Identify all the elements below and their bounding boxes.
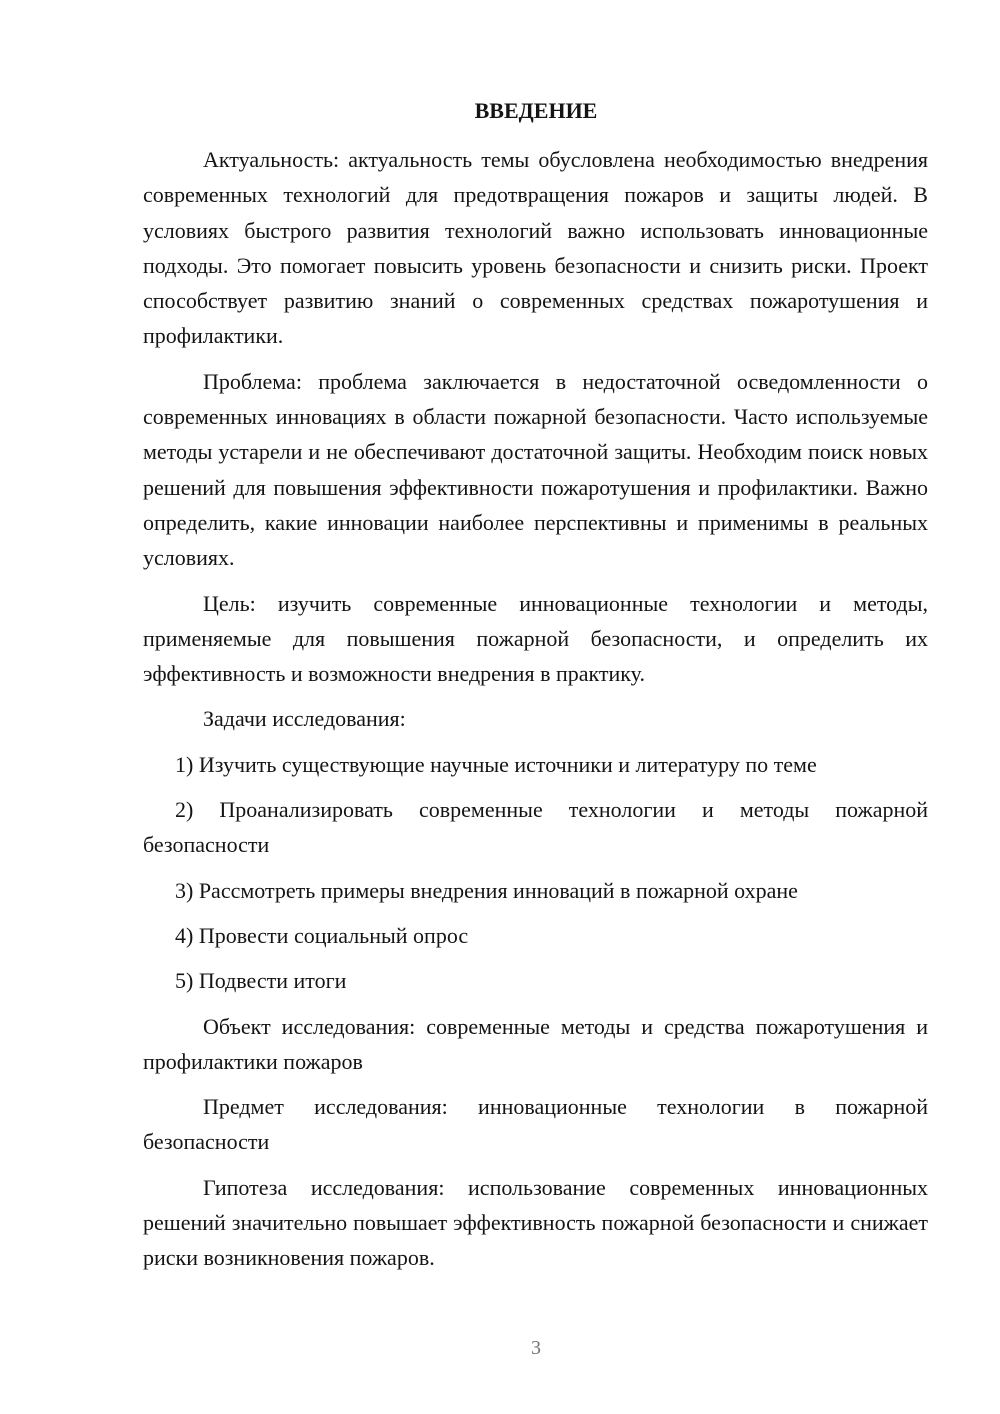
task-item-5: 5) Подвести итоги xyxy=(175,968,347,994)
task-item-4: 4) Провести социальный опрос xyxy=(175,922,469,948)
paragraph-goal: Цель: изучить современные инновационные технологии и методы, применяемые для повышения пожарной безопасности, и определить их эффективность и возможности внедрения в практику. xyxy=(143,590,928,687)
paragraph-subject: Предмет исследования: инновационные технологии в пожарной безопасности xyxy=(143,1094,928,1155)
paragraph-hypothesis: Гипотеза исследования: использование современных инновационных решений значительно повышает эффективность пожарной безопасности и снижает риски возникновения пожаров. xyxy=(143,1174,928,1271)
paragraph-relevance: Актуальность: актуальность темы обусловлена необходимостью внедрения современных технологий для предотвращения пожаров и защиты людей. В условиях быстрого развития технологий важно использовать инновационные подходы. Это помогает повысить уровень безопасности и снизить риски. Проект способствует развитию знаний о современных средствах пожаротушения и профилактики. xyxy=(143,147,928,349)
task-item-3: 3) Рассмотреть примеры внедрения инноваций в пожарной охране xyxy=(175,877,798,903)
page-number: 3 xyxy=(531,1337,541,1359)
section-title: ВВЕДЕНИЕ xyxy=(474,98,598,123)
task-item-2: 2) Проанализировать современные технологии и методы пожарной безопасности xyxy=(143,797,928,858)
paragraph-problem: Проблема: проблема заключается в недостаточной осведомленности о современных инновациях в области пожарной безопасности. Часто используемые методы устарели и не обеспечивают достаточной защиты. Необходим поиск новых решений для повышения эффективности пожаротушения и профилактики. Важно определить, какие инновации наиболее перспективны и применимы в реальных условиях. xyxy=(143,368,928,571)
document-body xyxy=(143,142,928,1286)
tasks-heading: Задачи исследования: xyxy=(203,706,406,732)
task-item-1: 1) Изучить существующие научные источники и литературу по теме xyxy=(175,751,817,777)
paragraph-object: Объект исследования: современные методы и средства пожаротушения и профилактики пожаров xyxy=(143,1013,928,1074)
